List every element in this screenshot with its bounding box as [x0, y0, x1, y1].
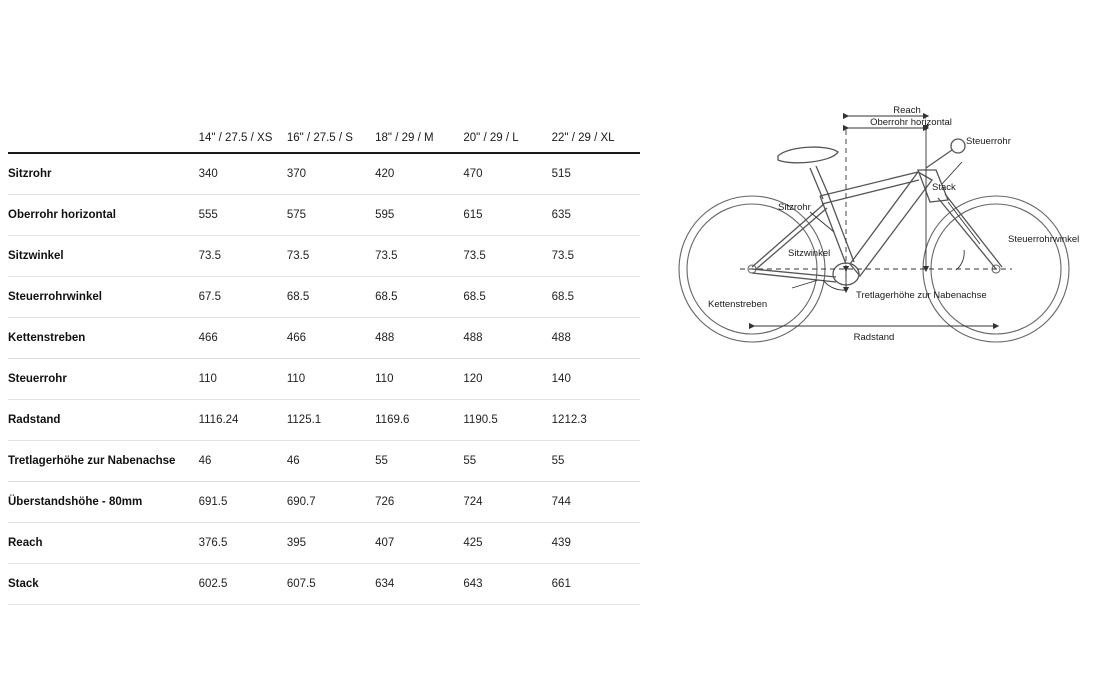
cell-value: 470: [463, 168, 483, 180]
cell-value: 724: [463, 496, 483, 508]
cell-value: 46: [198, 455, 212, 467]
cell-value: 120: [463, 373, 483, 385]
column-header-xl: 22" / 29 / XL: [551, 132, 615, 144]
row-label: Steuerrohr: [8, 373, 67, 385]
bike-geometry-diagram: [660, 84, 1112, 374]
row-label: Reach: [8, 537, 43, 549]
cell-value: 68.5: [463, 291, 486, 303]
cell-value: 1212.3: [551, 414, 587, 426]
diagram-label-sitzrohr: Sitzrohr: [778, 202, 811, 213]
cell-value: 73.5: [375, 250, 398, 262]
row-label: Tretlagerhöhe zur Nabenachse: [8, 455, 176, 467]
cell-value: 661: [551, 578, 571, 590]
table-row: [8, 441, 640, 482]
diagram-label-stack: Stack: [932, 182, 956, 193]
cell-value: 488: [551, 332, 571, 344]
row-label: Sitzwinkel: [8, 250, 64, 262]
cell-value: 1125.1: [286, 414, 322, 426]
cell-value: 73.5: [198, 250, 221, 262]
cell-value: 420: [375, 168, 395, 180]
cell-value: 635: [551, 209, 571, 221]
cell-value: 68.5: [286, 291, 310, 303]
table-row: [8, 482, 640, 523]
diagram-label-radstand: Radstand: [853, 332, 895, 343]
table-corner-cell: [8, 108, 199, 153]
cell-value: 515: [551, 168, 571, 180]
cell-value: 73.5: [551, 250, 575, 262]
table-row: [8, 523, 640, 564]
row-label: Kettenstreben: [8, 332, 86, 344]
cell-value: 1116.24: [198, 414, 239, 426]
cell-value: 466: [198, 332, 218, 344]
geometry-table-container: [8, 108, 640, 605]
cell-value: 690.7: [286, 496, 316, 508]
cell-value: 46: [286, 455, 300, 467]
cell-value: 73.5: [463, 250, 486, 262]
cell-value: 555: [198, 209, 218, 221]
cell-value: 376.5: [198, 537, 228, 549]
cell-value: 634: [375, 578, 395, 590]
column-header-m: 18" / 29 / M: [375, 132, 434, 144]
diagram-label-oberrohr-horizontal: Oberrohr horizontal: [870, 117, 952, 128]
diagram-label-kettenstreben: Kettenstreben: [708, 299, 768, 310]
table-header-row: [8, 108, 640, 153]
cell-value: 110: [286, 373, 306, 385]
table-row: [8, 318, 640, 359]
cell-value: 407: [375, 537, 395, 549]
cell-value: 68.5: [551, 291, 575, 303]
cell-value: 67.5: [198, 291, 221, 303]
diagram-label-steuerrohrwinkel: Steuerrohrwinkel: [1008, 234, 1080, 245]
cell-value: 643: [463, 578, 483, 590]
cell-value: 607.5: [286, 578, 316, 590]
cell-value: 68.5: [375, 291, 398, 303]
cell-value: 439: [551, 537, 571, 549]
table-row: [8, 236, 640, 277]
cell-value: 595: [375, 209, 395, 221]
row-label: Stack: [8, 578, 39, 590]
table-row: [8, 277, 640, 318]
table-header: [8, 108, 640, 153]
row-label: Steuerrohrwinkel: [8, 291, 102, 303]
column-header-xs: 14" / 27.5 / XS: [198, 132, 273, 144]
table-row: [8, 153, 640, 195]
cell-value: 73.5: [286, 250, 310, 262]
cell-value: 691.5: [198, 496, 228, 508]
cell-value: 340: [198, 168, 218, 180]
cell-value: 466: [286, 332, 307, 344]
diagram-label-tretlagerhoehe: Tretlagerhöhe zur Nabenachse: [856, 290, 987, 301]
cell-value: 370: [286, 168, 307, 180]
cell-value: 110: [375, 373, 394, 385]
cell-value: 55: [463, 455, 477, 467]
table-row: [8, 564, 640, 605]
cell-value: 615: [463, 209, 483, 221]
cell-value: 488: [375, 332, 395, 344]
cell-value: 488: [463, 332, 483, 344]
cell-value: 55: [551, 455, 565, 467]
column-header-l: 20" / 29 / L: [463, 132, 519, 144]
geometry-table: [8, 108, 640, 605]
cell-value: 744: [551, 496, 571, 508]
cell-value: 575: [286, 209, 307, 221]
diagram-label-reach: Reach: [893, 105, 921, 116]
row-label: Radstand: [8, 414, 61, 426]
diagram-label-steuerrohr: Steuerrohr: [966, 136, 1011, 147]
cell-value: 110: [198, 373, 217, 385]
cell-value: 1169.6: [375, 414, 410, 426]
column-header-s: 16" / 27.5 / S: [286, 132, 353, 144]
cell-value: 140: [551, 373, 571, 385]
cell-value: 1190.5: [463, 414, 498, 426]
cell-value: 395: [286, 537, 307, 549]
cell-value: 425: [463, 537, 483, 549]
row-label: Überstandshöhe - 80mm: [8, 496, 143, 508]
cell-value: 602.5: [198, 578, 228, 590]
table-row: [8, 359, 640, 400]
table-row: [8, 400, 640, 441]
table-row: [8, 195, 640, 236]
table-body: [8, 153, 640, 605]
cell-value: 55: [375, 455, 388, 467]
row-label: Oberrohr horizontal: [8, 209, 116, 221]
cell-value: 726: [375, 496, 395, 508]
diagram-label-sitzwinkel: Sitzwinkel: [788, 248, 831, 259]
row-label: Sitzrohr: [8, 168, 52, 180]
